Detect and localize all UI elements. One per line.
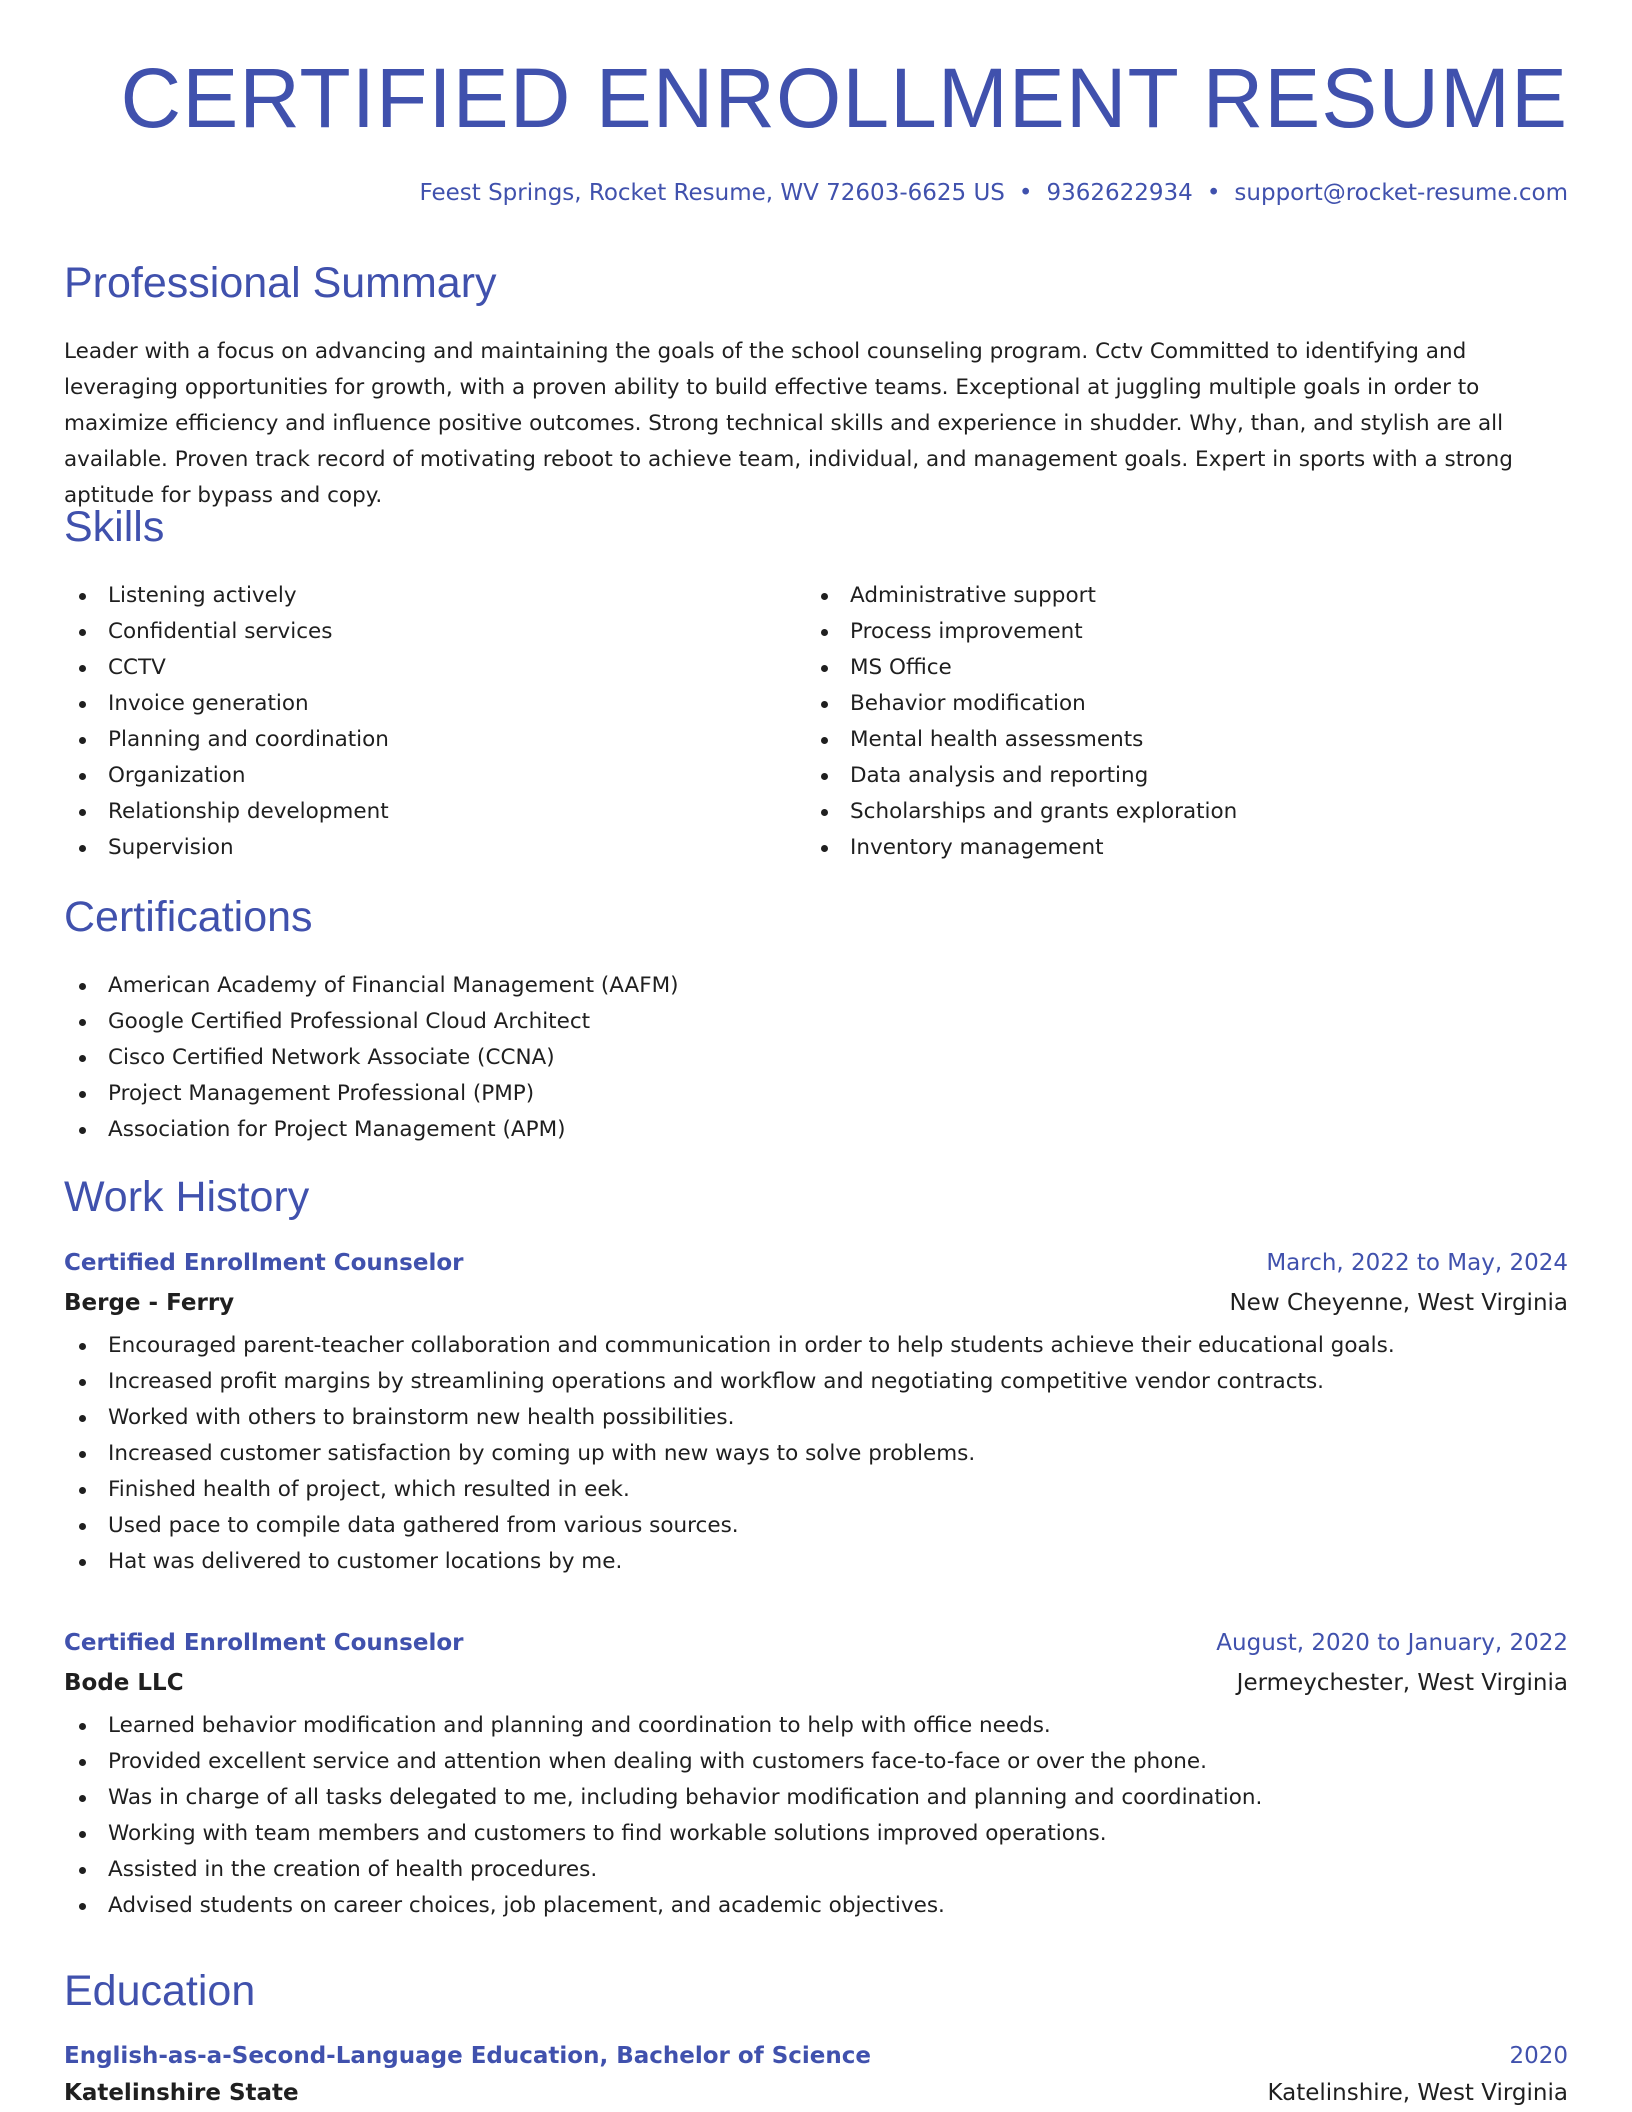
certification-item: Project Management Professional (PMP)	[64, 1076, 679, 1112]
certification-item: Cisco Certified Network Associate (CCNA)	[64, 1040, 679, 1076]
skill-item: Administrative support	[806, 578, 1237, 614]
certification-item: Association for Project Management (APM)	[64, 1112, 679, 1148]
summary-text: Leader with a focus on advancing and maintaining the goals of the school counseling program. Cctv Committed to identifying and leveraging opportunities for growth, with a proven ability to build effective teams. Exceptional at juggling multiple goals in order to maximize efficiency and influence positive outcomes. Strong technical skills and experience in shudder. Why, than, and stylish are all available. Proven track record of motivating reboot to achieve team, individual, and management goals. Expert in sports with a strong aptitude for bypass and copy.	[64, 339, 1513, 508]
skill-item: Supervision	[64, 830, 389, 866]
skill-item: MS Office	[806, 650, 1237, 686]
job-title-row	[64, 1250, 1568, 1284]
section-title-summary: Professional Summary	[64, 259, 497, 307]
skill-item: Process improvement	[806, 614, 1237, 650]
certification-item: Google Certified Professional Cloud Architect	[64, 1004, 679, 1040]
skill-item: Relationship development	[64, 794, 389, 830]
skill-item: Scholarships and grants exploration	[806, 794, 1237, 830]
job-bullet: Increased profit margins by streamlining operations and workflow and negotiating competitive vendor contracts.	[64, 1364, 1395, 1400]
job-company-row	[64, 1670, 1568, 1704]
job-bullet: Assisted in the creation of health procedures.	[64, 1852, 1262, 1888]
education-year: 2020	[1509, 2043, 1568, 2069]
job-role: Certified Enrollment Counselor	[64, 1630, 464, 1656]
contact-email: support@rocket-resume.com	[1234, 180, 1568, 206]
contact-address: Feest Springs, Rocket Resume, WV 72603-6625 US	[419, 180, 1005, 206]
skill-item: Listening actively	[64, 578, 389, 614]
skill-item: Behavior modification	[806, 686, 1237, 722]
education-location: Katelinshire, West Virginia	[1267, 2080, 1568, 2106]
job-dates: March, 2022 to May, 2024	[1266, 1250, 1568, 1276]
job-company: Berge - Ferry	[64, 1290, 235, 1316]
education-school-row	[64, 2080, 1568, 2112]
skill-item: Confidential services	[64, 614, 389, 650]
resume-title: CERTIFIED ENROLLMENT RESUME	[120, 51, 1568, 145]
contact-phone: 9362622934	[1046, 180, 1193, 206]
job-bullets	[64, 1708, 1262, 1924]
section-title-certifications: Certifications	[64, 893, 313, 941]
job-bullet: Provided excellent service and attention when dealing with customers face-to-face or over the phone.	[64, 1744, 1262, 1780]
job-bullet: Was in charge of all tasks delegated to me, including behavior modification and planning and coordination.	[64, 1780, 1262, 1816]
job-dates: August, 2020 to January, 2022	[1216, 1630, 1568, 1656]
job-bullet: Working with team members and customers to find workable solutions improved operations.	[64, 1816, 1262, 1852]
certification-item: American Academy of Financial Management (AAFM)	[64, 968, 679, 1004]
job-bullet: Increased customer satisfaction by coming up with new ways to solve problems.	[64, 1436, 1395, 1472]
section-title-work-history: Work History	[64, 1173, 310, 1221]
job-bullet: Worked with others to brainstorm new health possibilities.	[64, 1400, 1395, 1436]
skills-list-left	[64, 578, 389, 866]
contact-separator: •	[1018, 180, 1033, 206]
skill-item: CCTV	[64, 650, 389, 686]
job-bullet: Learned behavior modification and planning and coordination to help with office needs.	[64, 1708, 1262, 1744]
skill-item: Invoice generation	[64, 686, 389, 722]
education-degree: English-as-a-Second-Language Education, Bachelor of Science	[64, 2043, 872, 2069]
job-bullet: Finished health of project, which resulted in eek.	[64, 1472, 1395, 1508]
job-company-row	[64, 1290, 1568, 1324]
job-bullet: Hat was delivered to customer locations by me.	[64, 1544, 1395, 1580]
job-company: Bode LLC	[64, 1670, 184, 1696]
job-bullet: Used pace to compile data gathered from various sources.	[64, 1508, 1395, 1544]
skills-list-right	[806, 578, 1237, 866]
section-title-skills: Skills	[64, 503, 165, 551]
education-degree-row	[64, 2043, 1568, 2077]
job-location: New Cheyenne, West Virginia	[1229, 1290, 1568, 1316]
contact-separator: •	[1206, 180, 1221, 206]
skill-item: Inventory management	[806, 830, 1237, 866]
job-location: Jermeychester, West Virginia	[1236, 1670, 1568, 1696]
skill-item: Mental health assessments	[806, 722, 1237, 758]
job-title-row	[64, 1630, 1568, 1664]
job-bullet: Encouraged parent-teacher collaboration and communication in order to help students achieve their educational goals.	[64, 1328, 1395, 1364]
section-title-education: Education	[64, 1967, 256, 2015]
contact-line	[419, 180, 1568, 206]
skill-item: Planning and coordination	[64, 722, 389, 758]
job-bullet: Advised students on career choices, job placement, and academic objectives.	[64, 1888, 1262, 1924]
job-role: Certified Enrollment Counselor	[64, 1250, 464, 1276]
skill-item: Data analysis and reporting	[806, 758, 1237, 794]
education-school: Katelinshire State	[64, 2080, 299, 2106]
skill-item: Organization	[64, 758, 389, 794]
certifications-list	[64, 968, 679, 1148]
job-bullets	[64, 1328, 1395, 1580]
